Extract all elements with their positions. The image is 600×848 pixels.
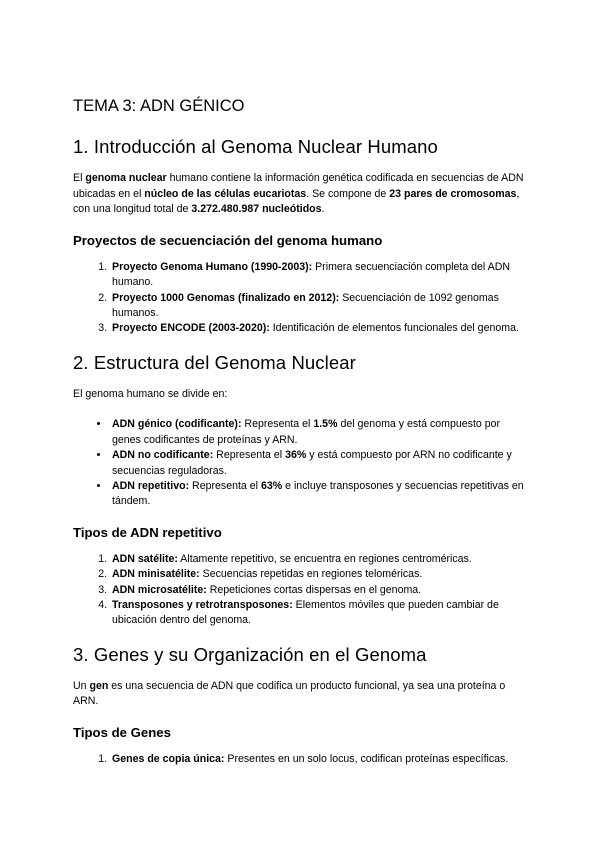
list-item: 1. Genes de copia única: Presentes en un solo locus, codifican proteínas específicas. [110, 752, 528, 767]
list-item: 1. ADN satélite: Altamente repetitivo, se encuentra en regiones centroméricas. [110, 552, 528, 567]
subheading-proyectos: Proyectos de secuenciación del genoma humano [73, 232, 383, 248]
section-intro-paragraph: Un gen es una secuencia de ADN que codifica un producto funcional, ya sea una proteína o ARN. [73, 679, 506, 708]
genome-parts-list [73, 417, 528, 509]
list-item: • ADN no codificante: Representa el 36% y está compuesto por ARN no codificante y secuencias reguladoras. [110, 448, 528, 479]
document-content [73, 96, 528, 782]
document-title: TEMA 3: ADN GÉNICO [73, 97, 245, 115]
list-item: 4. Transposones y retrotransposones: Elementos móviles que pueden cambiar de ubicación dentro del genoma. [110, 598, 528, 629]
list-item: 1. Proyecto Genoma Humano (1990-2003): Primera secuenciación completa del ADN humano. [110, 260, 528, 291]
list-item: • ADN repetitivo: Representa el 63% e incluye transposones y secuencias repetitivas en tándem. [110, 479, 528, 510]
gene-types-list [73, 752, 528, 767]
list-item: 2. Proyecto 1000 Genomas (finalizado en 2012): Secuenciación de 1092 genomas humanos. [110, 291, 528, 322]
repetitive-types-list [73, 552, 528, 629]
subheading-tipos-genes: Tipos de Genes [73, 725, 171, 741]
list-item: 3. ADN microsatélite: Repeticiones cortas dispersas en el genoma. [110, 583, 528, 598]
section-intro-paragraph: El genoma nuclear humano contiene la información genética codificada en secuencias de ADN ubicadas en el núcleo de las células eucariotas. Se compone de 23 pares de cromosomas, con una longitud total de 3.272.480.987 nucleótidos. [73, 172, 524, 216]
list-item: 2. ADN minisatélite: Secuencias repetidas en regiones teloméricas. [110, 567, 528, 582]
section-heading-introduccion: 1. Introducción al Genoma Nuclear Humano [73, 136, 438, 157]
list-item: • ADN génico (codificante): Representa el 1.5% del genoma y está compuesto por genes codificantes de proteínas y ARN. [110, 417, 528, 448]
section-heading-genes: 3. Genes y su Organización en el Genoma [73, 643, 427, 665]
projects-list [73, 260, 528, 337]
section-heading-estructura: 2. Estructura del Genoma Nuclear [73, 351, 356, 373]
section-intro-paragraph: El genoma humano se divide en: [73, 387, 228, 400]
list-item: 3. Proyecto ENCODE (2003-2020): Identificación de elementos funcionales del genoma. [110, 321, 528, 336]
subheading-tipos-adn-repetitivo: Tipos de ADN repetitivo [73, 524, 222, 540]
